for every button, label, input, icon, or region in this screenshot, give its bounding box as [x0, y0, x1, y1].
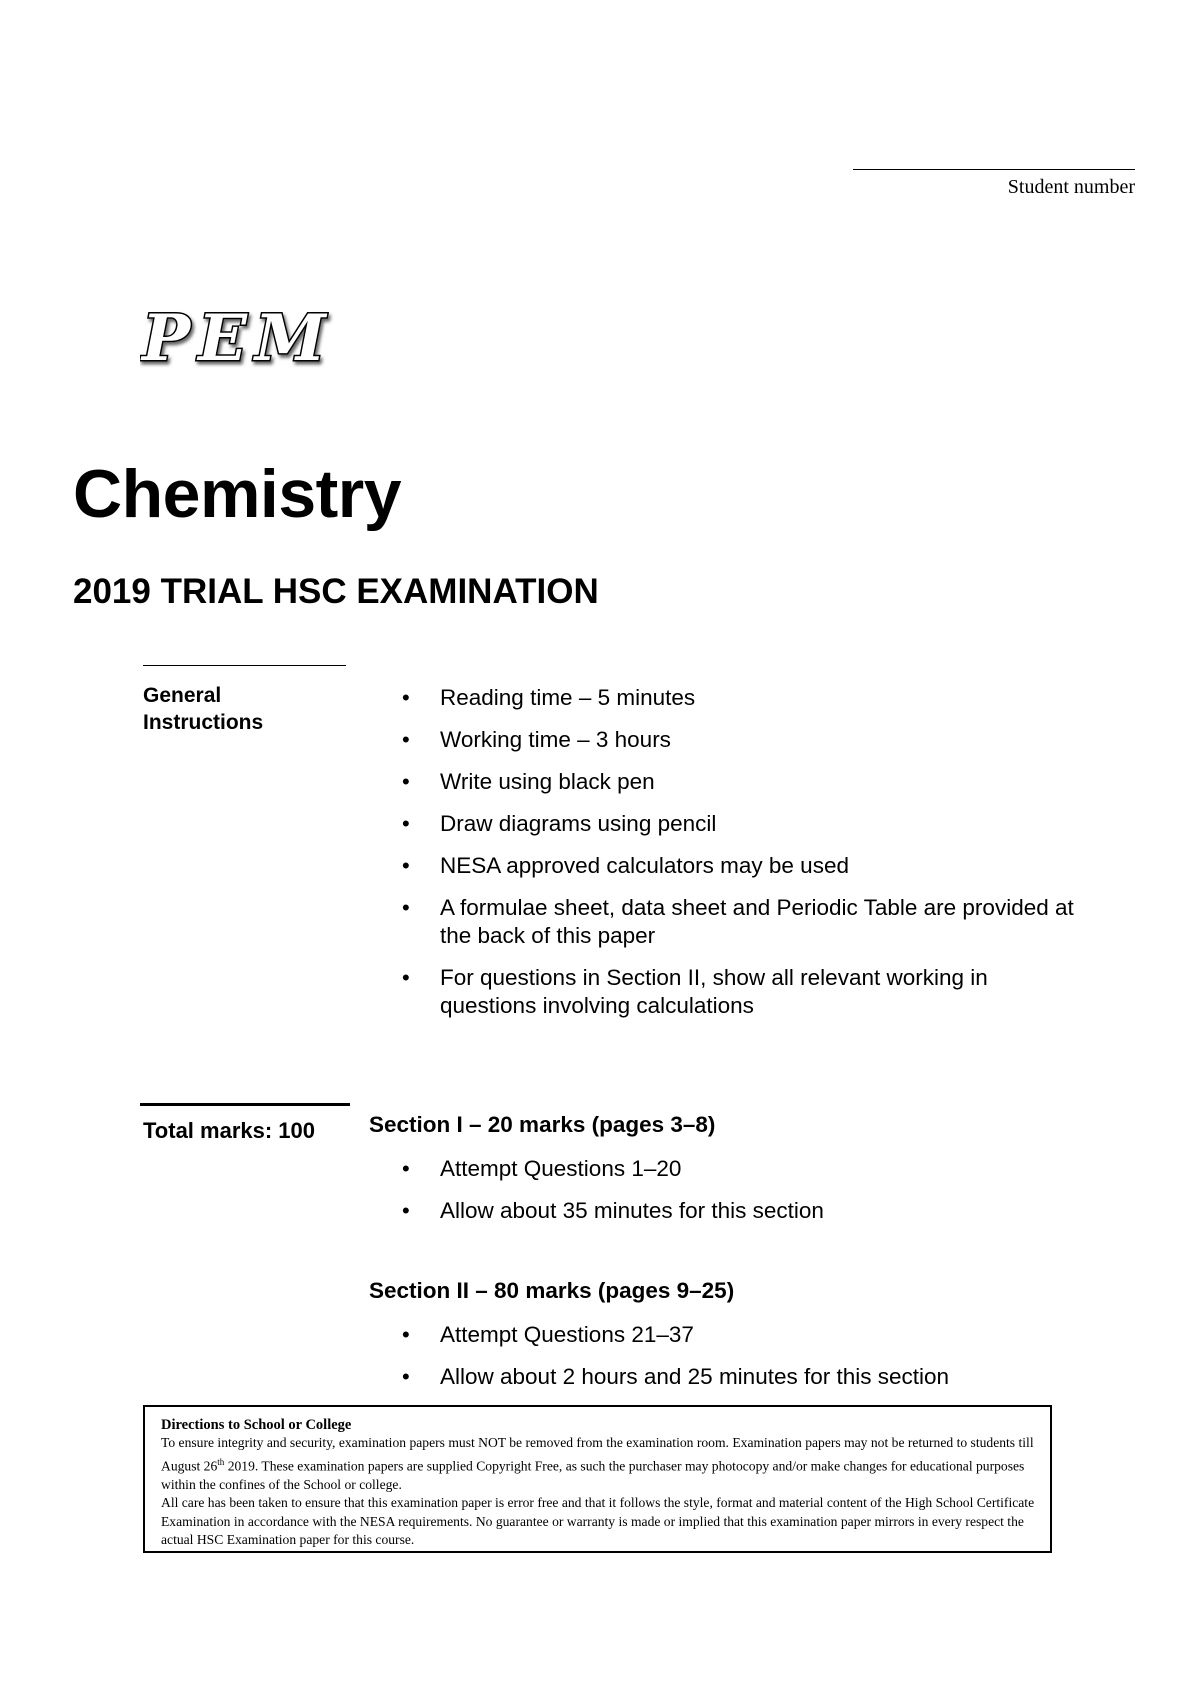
section-2-list [370, 1321, 1090, 1405]
general-instructions-rule [143, 665, 346, 666]
directions-ordinal: th [217, 1456, 225, 1467]
directions-text: To ensure integrity and security, examination papers must NOT be removed from the examination room. Examination papers may not be returned to students till August 26 [161, 1435, 1034, 1474]
section-1-heading: Section I – 20 marks (pages 3–8) [369, 1112, 716, 1137]
pem-logo-text: PEM [142, 301, 334, 376]
pem-logo [140, 300, 350, 380]
instruction-item: • For questions in Section II, show all relevant working in questions involving calculations [370, 964, 1090, 1020]
section-item: • Allow about 35 minutes for this section [370, 1197, 1090, 1225]
general-instructions-heading: General Instructions [143, 684, 264, 734]
instruction-item: • Reading time – 5 minutes [370, 684, 1090, 712]
student-number-line [853, 169, 1135, 170]
directions-paragraph [161, 1434, 1036, 1494]
directions-title: Directions to School or College [161, 1417, 352, 1433]
directions-text: 2019. These examination papers are supplied Copyright Free, as such the purchaser may photocopy and/or make changes for educational purposes within the confines of the School or college. [161, 1458, 1025, 1492]
section-1-list [370, 1155, 1090, 1239]
section-2-heading: Section II – 80 marks (pages 9–25) [369, 1278, 735, 1303]
section-item: • Attempt Questions 1–20 [370, 1155, 1090, 1183]
section-item: • Allow about 2 hours and 25 minutes for this section [370, 1363, 1090, 1391]
instruction-item: • Working time – 3 hours [370, 726, 1090, 754]
directions-paragraph: All care has been taken to ensure that this examination paper is error free and that it follows the style, format and material content of the High School Certificate Examination in accordance with the NESA requirements. No guarantee or warranty is made or implied that this examination paper mirrors in every respect the actual HSC Examination paper for this course. [161, 1495, 1035, 1547]
exam-title: 2019 TRIAL HSC EXAMINATION [73, 572, 599, 611]
directions-box [143, 1405, 1052, 1553]
general-instructions-list [370, 684, 1090, 1034]
total-marks-label: Total marks: 100 [143, 1118, 316, 1143]
student-number-label: Student number [1007, 176, 1135, 198]
instruction-item: • A formulae sheet, data sheet and Periodic Table are provided at the back of this paper [370, 894, 1090, 950]
instruction-item: • Draw diagrams using pencil [370, 810, 1090, 838]
instruction-item: • Write using black pen [370, 768, 1090, 796]
instruction-item: • NESA approved calculators may be used [370, 852, 1090, 880]
section-item: • Attempt Questions 21–37 [370, 1321, 1090, 1349]
total-marks-rule [140, 1103, 350, 1106]
subject-title: Chemistry [73, 456, 402, 532]
